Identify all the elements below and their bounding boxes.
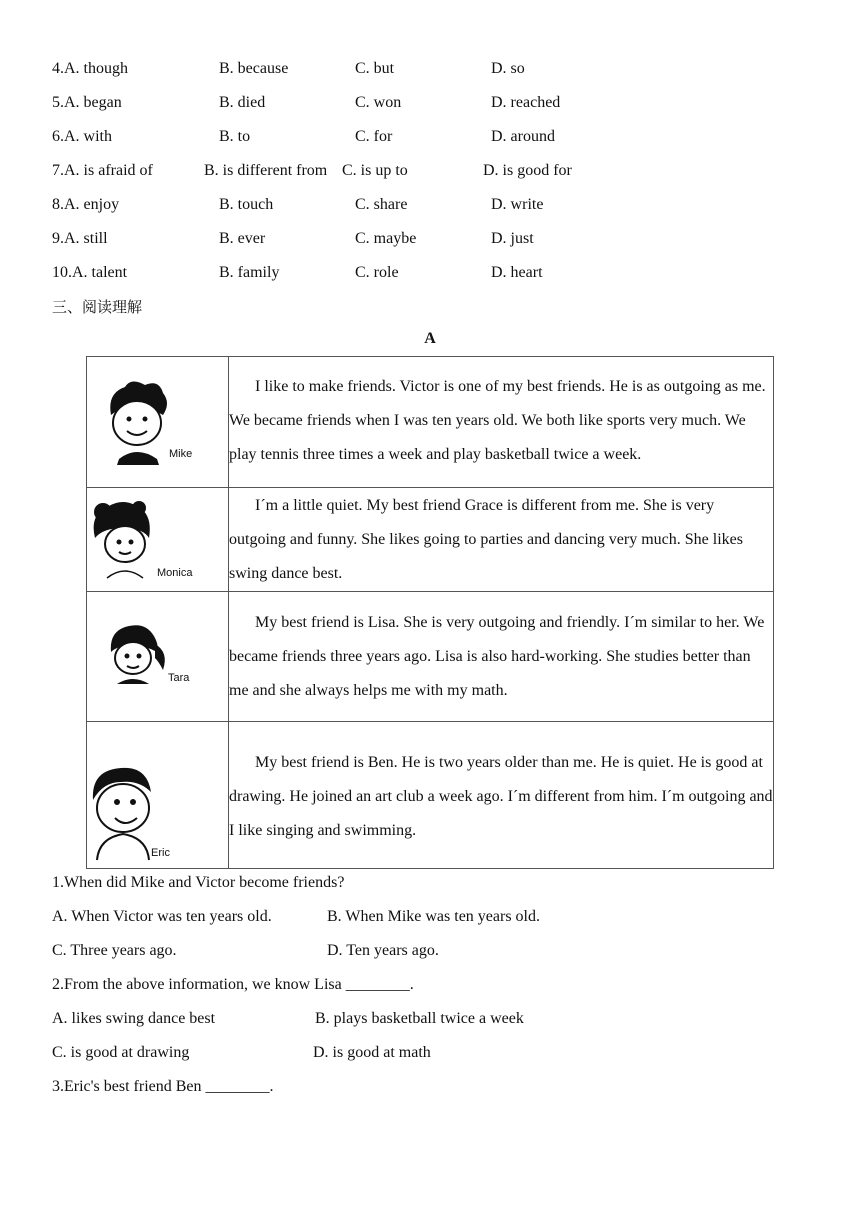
option-d: D. is good for <box>483 162 572 179</box>
passage-paragraph: I like to make friends. Victor is one of my best friends. He is as outgoing as me. We became friends when I was ten years old. We both like sports very much. We play tennis three times a week and play basketball twice a week. <box>229 378 766 463</box>
option-d: D. reached <box>491 94 561 111</box>
option-b: B. because <box>219 60 289 77</box>
question-option: B. plays basketball twice a week <box>315 1010 524 1027</box>
option-b: B. ever <box>219 230 266 247</box>
question-option: A. likes swing dance best <box>52 1010 216 1027</box>
option-a: 6.A. with <box>52 128 112 145</box>
option-a: 9.A. still <box>52 230 108 247</box>
portrait-name: Monica <box>157 567 193 579</box>
question-option: D. Ten years ago. <box>327 942 439 959</box>
section-title: 三、阅读理解 <box>52 298 143 316</box>
option-c: C. won <box>355 94 402 111</box>
girl-ponytail-cartoon-icon <box>103 622 173 688</box>
portrait-cell <box>87 488 229 592</box>
passage-paragraph: My best friend is Ben. He is two years older than me. He is quiet. He is good at drawing. He joined an art club a week ago. I´m different from him. I´m outgoing and I like singing and swimming. <box>229 754 773 839</box>
passage-text-cell <box>229 592 774 722</box>
passage-title: A <box>424 330 436 347</box>
passage-text-cell <box>229 357 774 488</box>
option-a: 8.A. enjoy <box>52 196 120 213</box>
table-row <box>87 592 774 722</box>
portrait-cell <box>87 357 229 488</box>
question-option: B. When Mike was ten years old. <box>327 908 540 925</box>
option-d: D. write <box>491 196 544 213</box>
question-option: C. is good at drawing <box>52 1044 190 1061</box>
portrait-name: Mike <box>169 448 193 460</box>
option-a: 10.A. talent <box>52 264 128 281</box>
option-c: C. is up to <box>342 162 408 179</box>
option-a: 5.A. began <box>52 94 122 111</box>
question-option: D. is good at math <box>313 1044 431 1061</box>
option-b: B. died <box>219 94 266 111</box>
portrait-name: Eric <box>151 847 170 859</box>
portrait-cell <box>87 722 229 869</box>
table-row <box>87 722 774 869</box>
option-b: B. to <box>219 128 251 145</box>
passage-paragraph: I´m a little quiet. My best friend Grace is different from me. She is very outgoing and funny. She likes going to parties and dancing very much. She likes swing dance best. <box>229 497 743 582</box>
question-option: A. When Victor was ten years old. <box>52 908 272 925</box>
option-c: C. share <box>355 196 408 213</box>
portrait-cell <box>87 592 229 722</box>
question-stem: 1.When did Mike and Victor become friends? <box>52 874 345 891</box>
passage-paragraph: My best friend is Lisa. She is very outgoing and friendly. I´m similar to her. We became friends three years ago. Lisa is also hard-working. She studies better than me and she always helps me with my math. <box>229 614 765 699</box>
table-row <box>87 357 774 488</box>
option-c: C. maybe <box>355 230 417 247</box>
option-c: C. for <box>355 128 393 145</box>
portrait-name: Tara <box>168 672 190 684</box>
question-option: C. Three years ago. <box>52 942 177 959</box>
passage-text-cell <box>229 488 774 592</box>
option-d: D. heart <box>491 264 543 281</box>
option-c: C. role <box>355 264 399 281</box>
option-d: D. just <box>491 230 534 247</box>
table-row <box>87 488 774 592</box>
option-a: 7.A. is afraid of <box>52 162 153 179</box>
reading-table <box>86 356 774 869</box>
option-c: C. but <box>355 60 395 77</box>
option-d: D. so <box>491 60 525 77</box>
passage-text-cell <box>229 722 774 869</box>
question-stem: 3.Eric's best friend Ben ________. <box>52 1078 274 1095</box>
option-b: B. touch <box>219 196 274 213</box>
option-b: B. is different from <box>204 162 328 179</box>
option-d: D. around <box>491 128 555 145</box>
girl-cartoon-icon <box>89 498 159 584</box>
option-b: B. family <box>219 264 280 281</box>
option-a: 4.A. though <box>52 60 128 77</box>
question-stem: 2.From the above information, we know Lisa ________. <box>52 976 414 993</box>
